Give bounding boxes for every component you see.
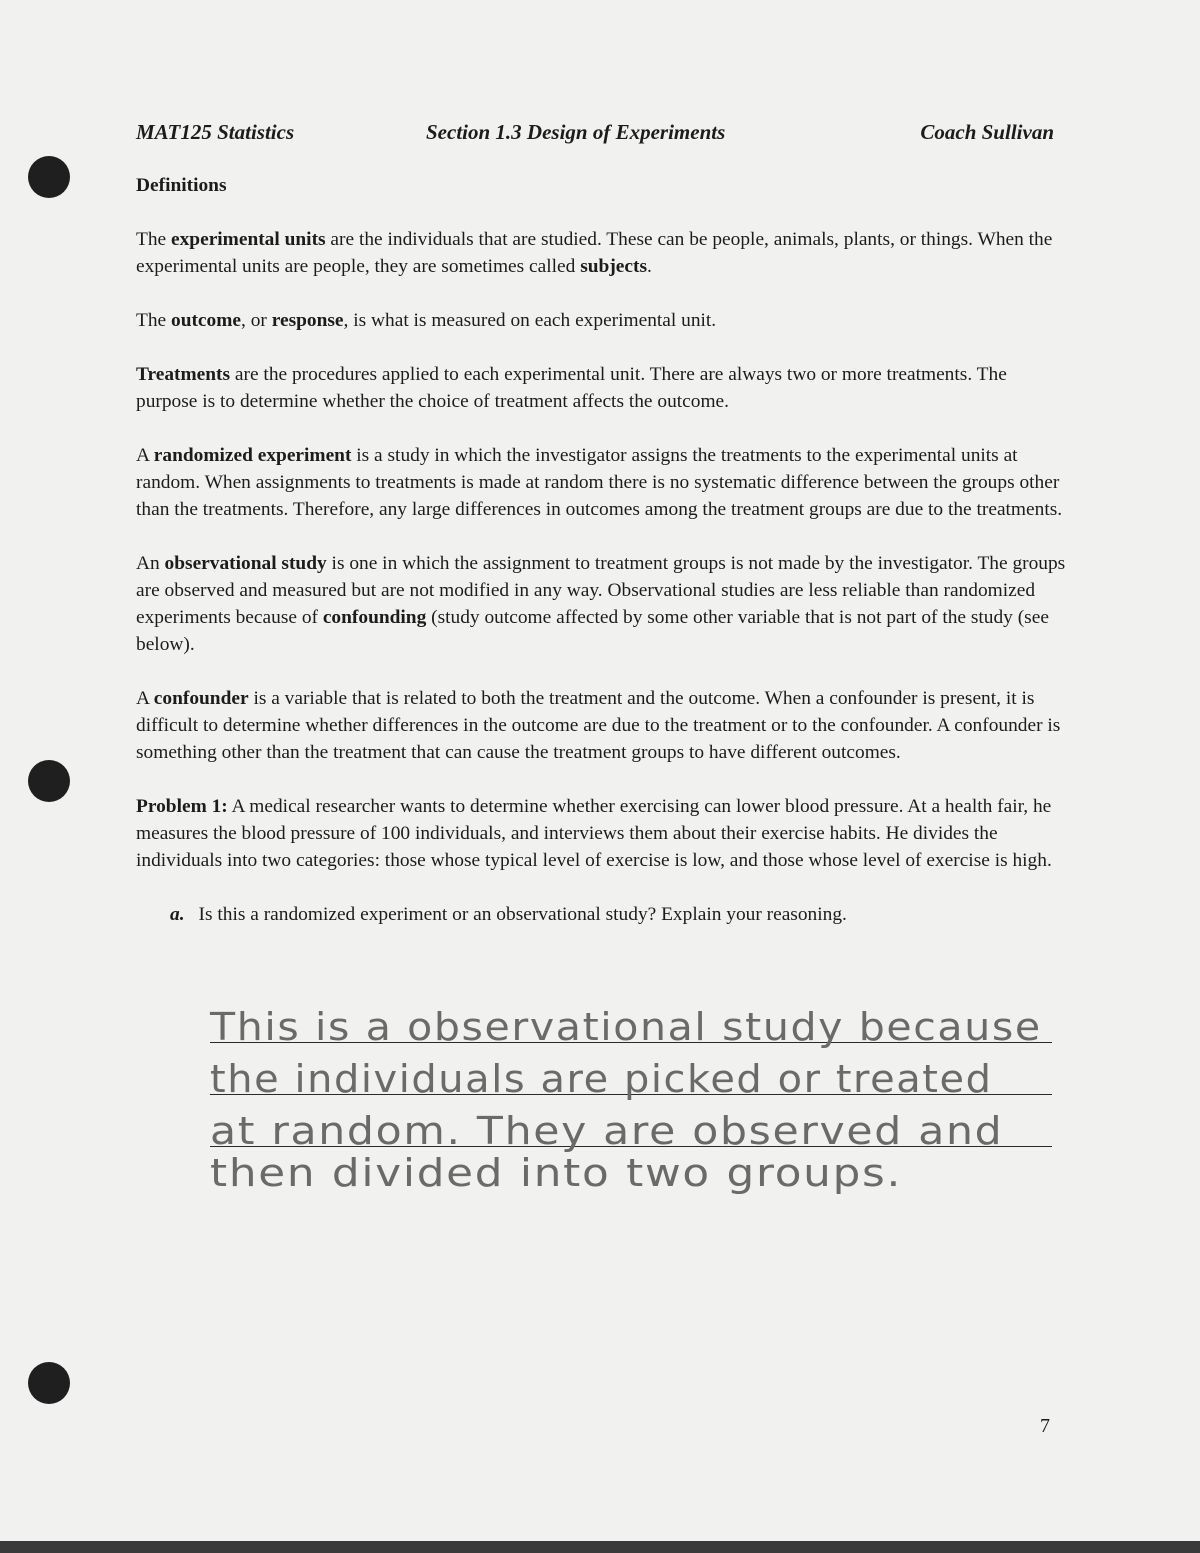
question-a <box>136 901 1066 928</box>
definitions-heading: Definitions <box>136 175 227 196</box>
handwritten-answer-line-1: This is a observational study because <box>210 1005 1042 1049</box>
course-title: MAT125 Statistics <box>136 120 295 144</box>
instructor-name: Coach Sullivan <box>920 120 1054 144</box>
handwritten-answer-line-3: at random. They are observed and <box>210 1109 1004 1153</box>
page-header <box>136 120 1054 150</box>
definition-experimental-units: The experimental units are the individuals that are studied. These can be people, animals, plants, or things. When the experimental units are people, they are sometimes called subjects. <box>136 229 1053 277</box>
binder-hole-bottom <box>28 1362 70 1404</box>
definition-outcome: The outcome, or response, is what is measured on each experimental unit. <box>136 310 717 331</box>
answer-area <box>210 1005 1090 1205</box>
definition-confounder: A confounder is a variable that is related to both the treatment and the outcome. When a confounder is present, it is difficult to determine whether differences in the outcome are due to the treatment or to the confounder. A confounder is something other than the treatment that can cause the treatment groups to have different outcomes. <box>136 688 1061 763</box>
section-title: Section 1.3 Design of Experiments <box>426 120 726 144</box>
binder-hole-top <box>28 156 70 198</box>
question-text: Is this a randomized experiment or an observational study? Explain your reasoning. <box>198 904 847 925</box>
question-label: a. <box>170 904 185 925</box>
problem-statement: Problem 1: A medical researcher wants to determine whether exercising can lower blood pressure. At a health fair, he measures the blood pressure of 100 individuals, and interviews them about their exercise habits. He divides the individuals into two categories: those whose typical level of exercise is low, and those whose level of exercise is high. <box>136 796 1052 871</box>
worksheet-body <box>136 172 1066 955</box>
problem-label: Problem 1: <box>136 796 228 817</box>
scan-bottom-edge <box>0 1541 1200 1553</box>
page-number: 7 <box>1040 1415 1050 1437</box>
definition-randomized-experiment: A randomized experiment is a study in which the investigator assigns the treatments to the experimental units at random. When assignments to treatments is made at random there is no systematic difference between the groups other than the treatments. Therefore, any large differences in outcomes among the treatment groups are due to the treatments. <box>136 445 1063 520</box>
definition-treatments: Treatments are the procedures applied to each experimental unit. There are always two or more treatments. The purpose is to determine whether the choice of treatment affects the outcome. <box>136 364 1007 412</box>
handwritten-answer-line-4: then divided into two groups. <box>210 1151 903 1195</box>
definition-observational-study: An observational study is one in which the assignment to treatment groups is not made by the investigator. The groups are observed and measured but are not modified in any way. Observational studies are less reliable than randomized experiments because of confounding (study outcome affected by some other variable that is not part of the study (see below). <box>136 553 1066 655</box>
binder-hole-middle <box>28 760 70 802</box>
handwritten-answer-line-2: the individuals are picked or treated <box>210 1057 993 1101</box>
